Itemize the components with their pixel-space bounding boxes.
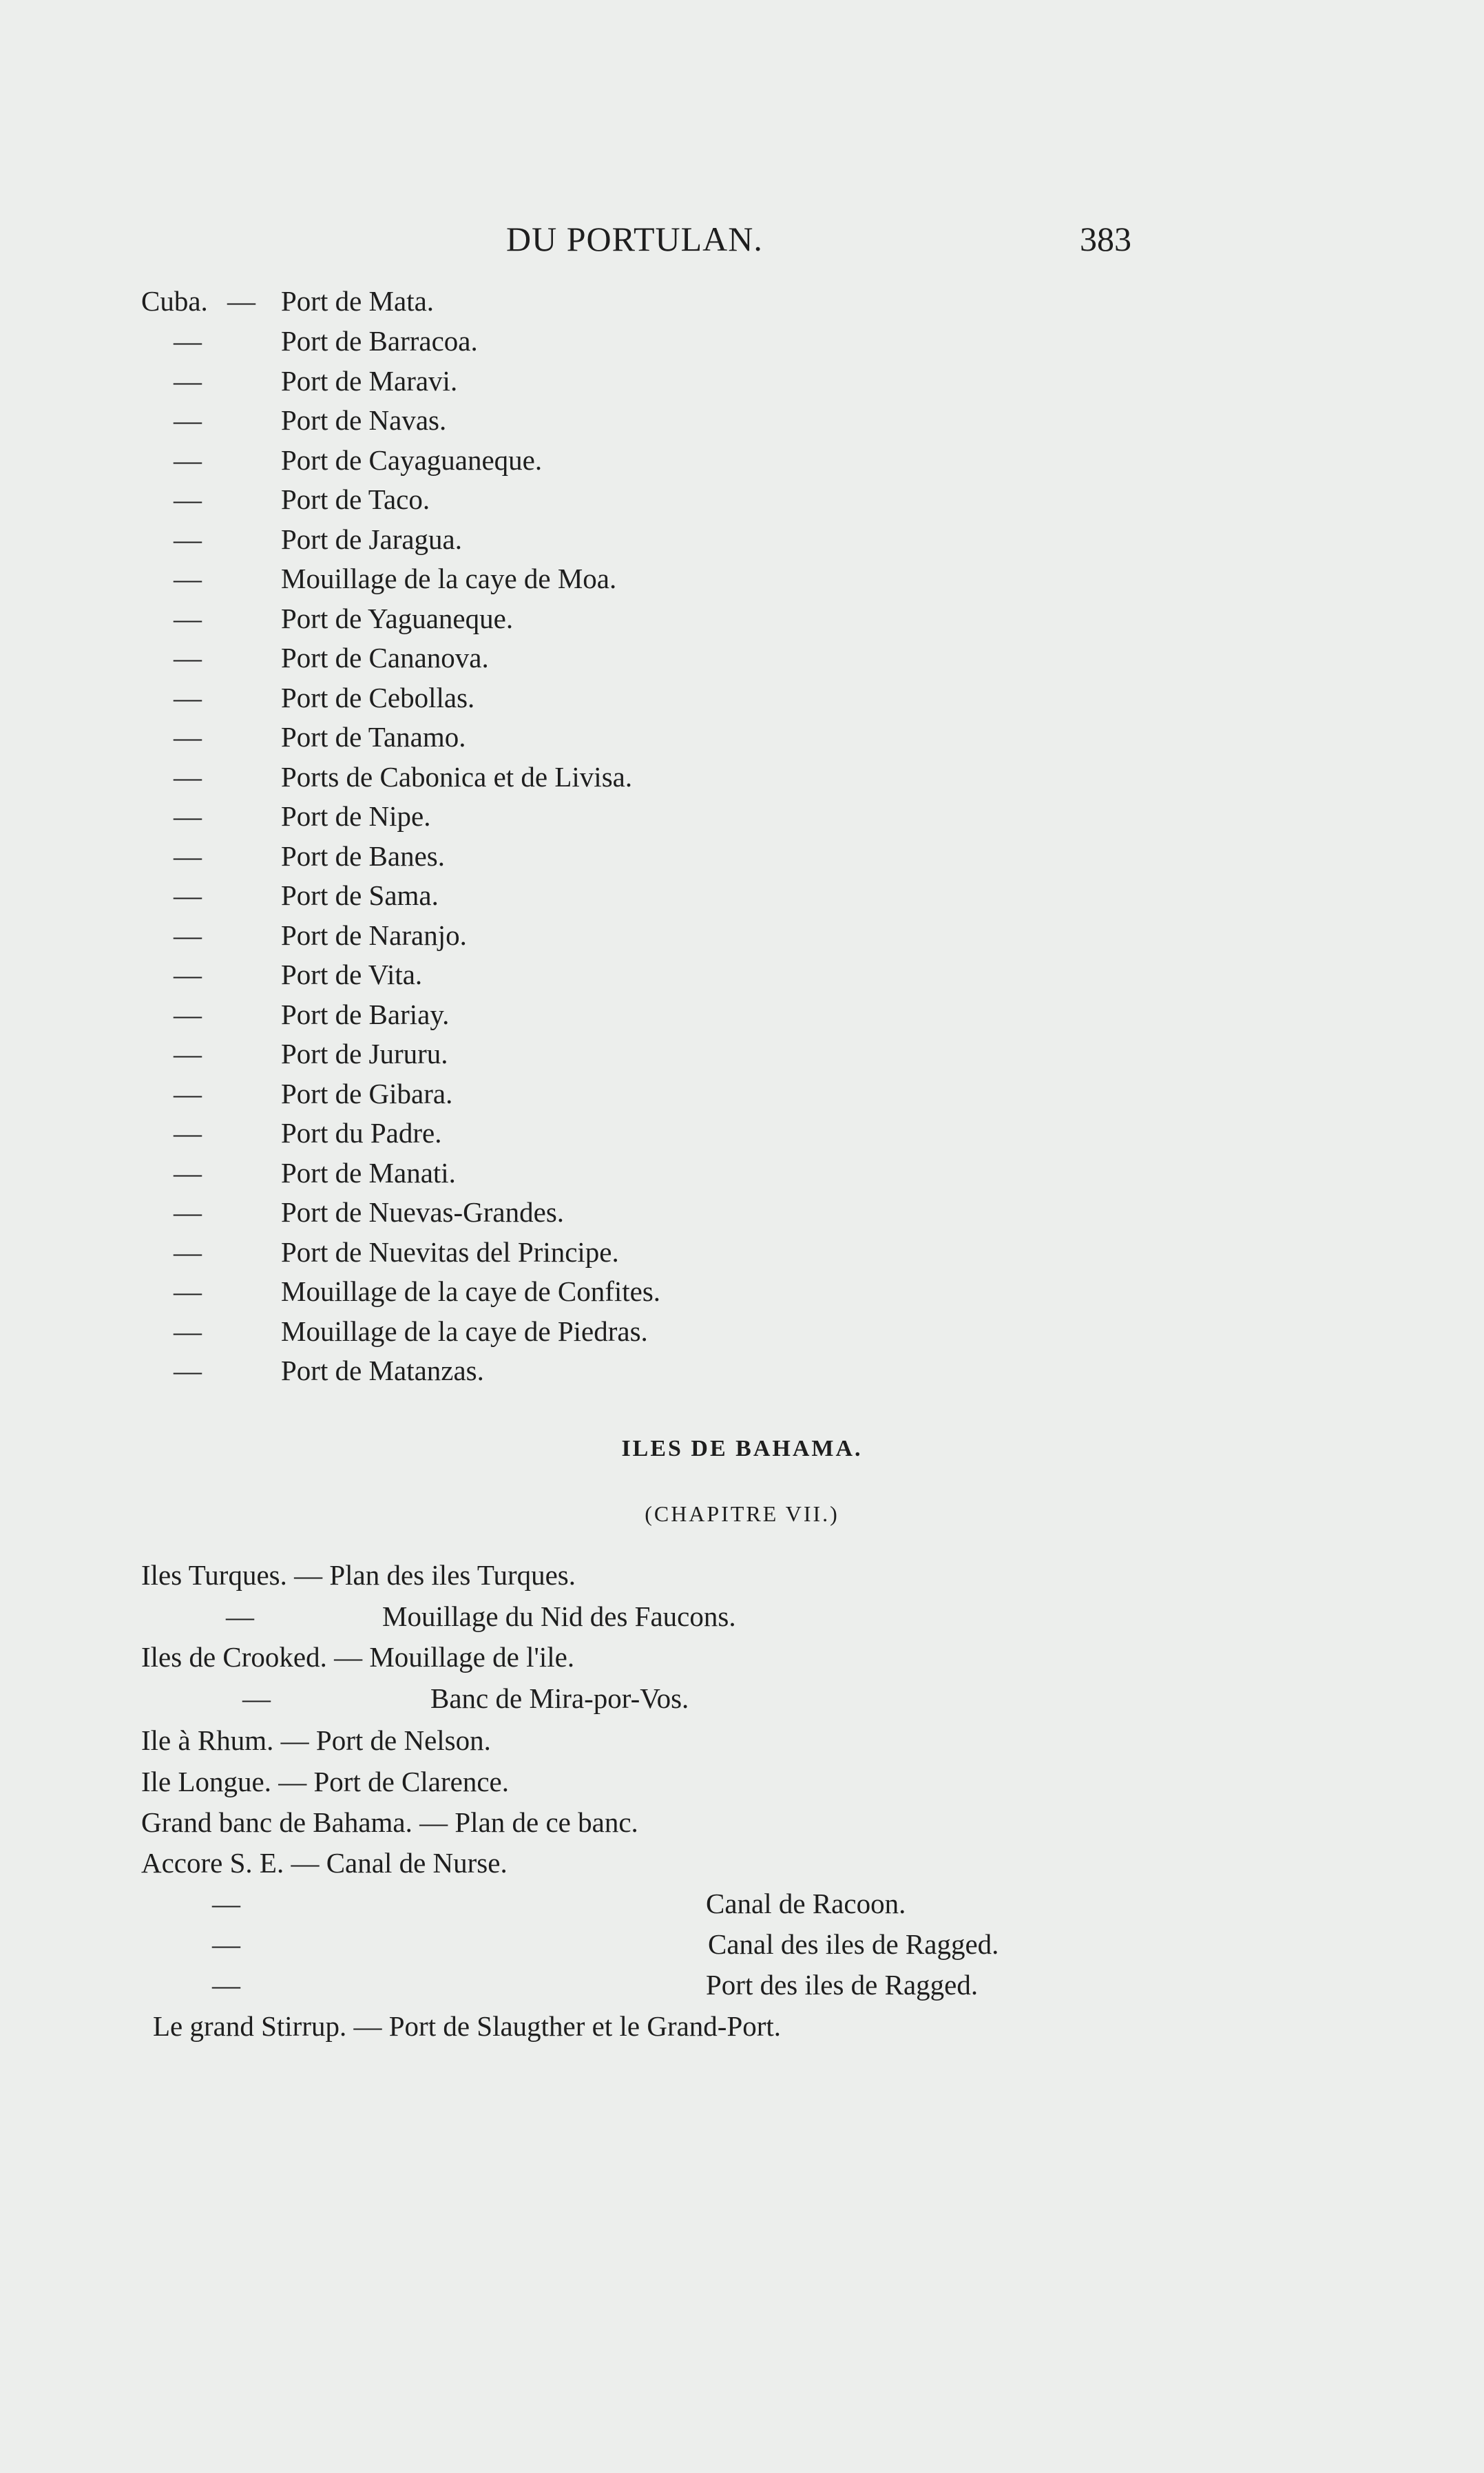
ditto-dash: — bbox=[174, 761, 202, 793]
ditto-dash: — bbox=[212, 1969, 240, 2001]
list-item: Port de Cananova. bbox=[281, 642, 489, 674]
list-item: Mouillage de la caye de Confites. bbox=[281, 1275, 661, 1307]
list-item: Port de Matanzas. bbox=[281, 1355, 484, 1386]
list-item: Port de Nuevas-Grandes. bbox=[281, 1196, 565, 1228]
list-item: Port de Tanamo. bbox=[281, 721, 466, 753]
ditto-dash: — bbox=[174, 1236, 202, 1268]
list-item: Port de Manati. bbox=[281, 1157, 456, 1189]
list-item: Port de Taco. bbox=[281, 483, 430, 515]
ditto-dash: — bbox=[174, 721, 202, 753]
entry-rhum: Ile à Rhum. — Port de Nelson. bbox=[141, 1724, 491, 1756]
list-item: Port de Bariay. bbox=[281, 999, 450, 1030]
ditto-dash: — bbox=[174, 325, 202, 357]
entry-turques: Iles Turques. — Plan des iles Turques. bbox=[141, 1559, 576, 1591]
section-title: ILES DE BAHAMA. bbox=[621, 1436, 863, 1461]
list-item: Port du Padre. bbox=[281, 1117, 442, 1149]
ditto-dash: — bbox=[174, 1117, 202, 1149]
entry-grand-banc: Grand banc de Bahama. — Plan de ce banc. bbox=[141, 1806, 638, 1838]
ditto-dash: — bbox=[174, 404, 202, 436]
cuba-first-dash: — bbox=[227, 285, 255, 317]
cuba-label: Cuba. bbox=[141, 285, 208, 317]
ditto-dash: — bbox=[242, 1682, 271, 1714]
ditto-dash: — bbox=[174, 959, 202, 990]
list-item: Port de Maravi. bbox=[281, 365, 458, 397]
ditto-dash: — bbox=[174, 682, 202, 713]
ditto-dash: — bbox=[226, 1600, 254, 1632]
list-item: Port de Navas. bbox=[281, 404, 447, 436]
ditto-dash: — bbox=[212, 1888, 240, 1919]
entry-stirrup: Le grand Stirrup. — Port de Slaugther et le Grand-Port. bbox=[153, 2010, 782, 2042]
ditto-dash: — bbox=[174, 1196, 202, 1228]
page-header bbox=[0, 219, 1484, 267]
ditto-dash: — bbox=[174, 1355, 202, 1386]
list-item: Port de Banes. bbox=[281, 840, 445, 872]
ditto-dash: — bbox=[212, 1928, 240, 1960]
page-number: 383 bbox=[1080, 220, 1131, 258]
ditto-dash: — bbox=[174, 1078, 202, 1109]
list-item: Port de Jaragua. bbox=[281, 523, 462, 555]
list-item: Port de Mata. bbox=[281, 285, 435, 317]
list-item: Port de Nuevitas del Principe. bbox=[281, 1236, 619, 1268]
ditto-dash: — bbox=[174, 1275, 202, 1307]
ditto-dash: — bbox=[174, 642, 202, 674]
entry-accore: Accore S. E. — Canal de Nurse. bbox=[141, 1847, 508, 1879]
list-item: Port de Cebollas. bbox=[281, 682, 475, 713]
ditto-dash: — bbox=[174, 919, 202, 951]
entry-mira: Banc de Mira-por-Vos. bbox=[430, 1682, 689, 1714]
ditto-dash: — bbox=[174, 879, 202, 911]
ditto-dash: — bbox=[174, 483, 202, 515]
ditto-dash: — bbox=[174, 1315, 202, 1347]
list-item: Port de Gibara. bbox=[281, 1078, 453, 1109]
entry-faucons: Mouillage du Nid des Faucons. bbox=[382, 1600, 736, 1632]
list-item: Port de Barracoa. bbox=[281, 325, 478, 357]
entry-ragged-port: Port des iles de Ragged. bbox=[706, 1969, 979, 2001]
ditto-dash: — bbox=[174, 800, 202, 832]
list-item: Port de Sama. bbox=[281, 879, 439, 911]
entry-ragged-canal: Canal des iles de Ragged. bbox=[708, 1928, 999, 1960]
ditto-dash: — bbox=[174, 999, 202, 1030]
entry-longue: Ile Longue. — Port de Clarence. bbox=[141, 1766, 509, 1797]
ditto-dash: — bbox=[174, 523, 202, 555]
list-item: Port de Cayaguaneque. bbox=[281, 444, 543, 476]
list-item: Port de Yaguaneque. bbox=[281, 603, 514, 634]
ditto-dash: — bbox=[174, 563, 202, 594]
ditto-dash: — bbox=[174, 603, 202, 634]
list-item: Port de Jururu. bbox=[281, 1038, 448, 1069]
list-item: Port de Vita. bbox=[281, 959, 423, 990]
running-title: DU PORTULAN. bbox=[506, 220, 763, 258]
list-item: Port de Nipe. bbox=[281, 800, 431, 832]
ditto-dash: — bbox=[174, 444, 202, 476]
ditto-dash: — bbox=[174, 1157, 202, 1189]
list-item: Mouillage de la caye de Piedras. bbox=[281, 1315, 648, 1347]
list-item: Ports de Cabonica et de Livisa. bbox=[281, 761, 633, 793]
ditto-dash: — bbox=[174, 365, 202, 397]
ditto-dash: — bbox=[174, 840, 202, 872]
ditto-dash: — bbox=[174, 1038, 202, 1069]
entry-crooked: Iles de Crooked. — Mouillage de l'ile. bbox=[141, 1641, 575, 1673]
list-item: Port de Naranjo. bbox=[281, 919, 467, 951]
chapter-label: (CHAPITRE VII.) bbox=[645, 1501, 839, 1526]
list-item: Mouillage de la caye de Moa. bbox=[281, 563, 617, 594]
entry-racoon: Canal de Racoon. bbox=[706, 1888, 906, 1919]
